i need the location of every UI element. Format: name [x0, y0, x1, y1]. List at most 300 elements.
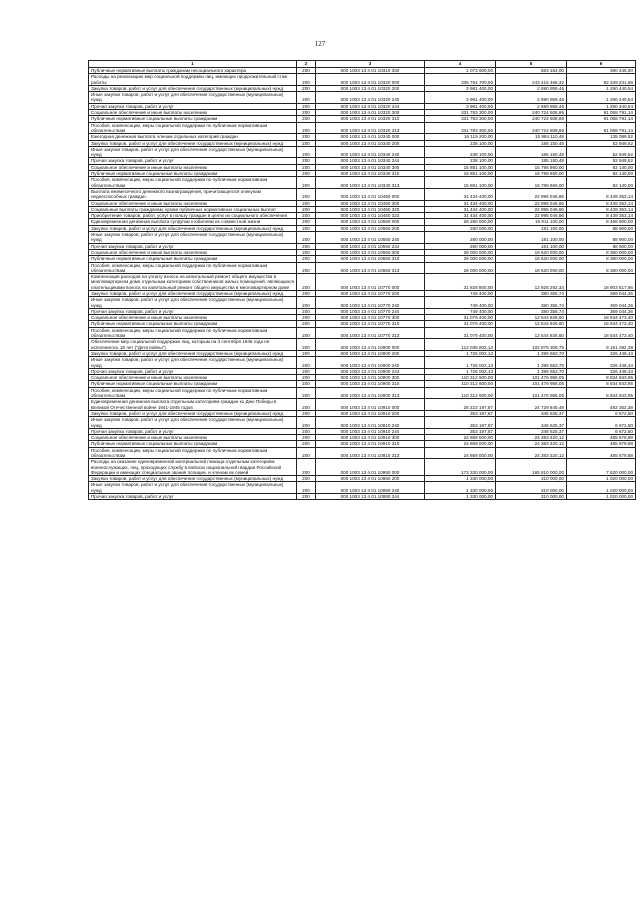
row-name-cell: Публичные нормативные социальные выплаты гражданам: [89, 321, 297, 327]
row-approved-cell: 15 881 100,00: [425, 177, 496, 189]
row-ved-cell: 200: [297, 459, 316, 476]
row-name-cell: Компенсация расходов на уплату взноса на капитальный ремонт общего имущества в многоквартирном доме отдельным категориям собственников жилых помещений, являющихся плательщиками взноса на капитальный ремонт общего имущества в многоквартирном доме: [89, 274, 297, 291]
row-executed-cell: 240 724 508,86: [496, 110, 567, 116]
row-code-cell: 000 1003 13 4 01 10310 330: [316, 68, 425, 74]
row-executed-cell: 24 383 320,12: [496, 447, 567, 459]
row-unexecuted-cell: 369 044,26: [567, 290, 636, 296]
row-code-cell: 000 1003 13 4 01 10900 200: [316, 350, 425, 356]
row-code-cell: 000 1003 13 4 01 10550 000: [316, 219, 425, 225]
row-approved-cell: 331 783 300,00: [425, 116, 496, 122]
row-approved-cell: 24 869 000,00: [425, 447, 496, 459]
table-row: [89, 92, 636, 104]
row-executed-cell: 15 798 960,00: [496, 177, 567, 189]
row-code-cell: 000 1003 13 4 01 10900 300: [316, 375, 425, 381]
table-row: [89, 410, 636, 416]
row-executed-cell: 191 100,00: [496, 243, 567, 249]
row-executed-cell: 185 150,48: [496, 140, 567, 146]
column-header: 2: [297, 61, 316, 68]
row-name-cell: Выплата ежемесячного денежного вознаграждения, причитающегося опекунам недееспособных граждан: [89, 188, 297, 200]
row-executed-cell: 310 000,00: [496, 482, 567, 494]
table-row: [89, 321, 636, 327]
row-executed-cell: 12 544 926,60: [496, 321, 567, 327]
row-ved-cell: 200: [297, 321, 316, 327]
row-approved-cell: 749 400,00: [425, 308, 496, 314]
row-executed-cell: 2 690 959,46: [496, 92, 567, 104]
table-row: [89, 177, 636, 189]
row-code-cell: 000 1003 13 4 01 10950 244: [316, 494, 425, 500]
row-ved-cell: 200: [297, 290, 316, 296]
row-code-cell: 000 1003 13 4 01 10340 000: [316, 134, 425, 140]
row-name-cell: Единовременная денежная выплата супругам к юбилеям их совместной жизни: [89, 219, 297, 225]
row-code-cell: 000 1003 13 4 01 10770 000: [316, 274, 425, 291]
table-row: [89, 327, 636, 339]
row-name-cell: Иные закупки товаров, работ и услуг для обеспечения государственных (муниципальных) нужд: [89, 146, 297, 158]
row-code-cell: 000 1003 13 4 01 10320 313: [316, 122, 425, 134]
row-ved-cell: 200: [297, 188, 316, 200]
row-ved-cell: 200: [297, 494, 316, 500]
row-code-cell: 000 1003 13 4 01 10550 200: [316, 225, 425, 231]
row-unexecuted-cell: 91 058 791,14: [567, 110, 636, 116]
header-row: [89, 61, 636, 68]
row-ved-cell: 200: [297, 158, 316, 164]
row-code-cell: 000 1003 13 4 01 10910 300: [316, 435, 425, 441]
row-executed-cell: 22 995 046,86: [496, 206, 567, 212]
row-name-cell: Закупка товаров, работ и услуг для обеспечения государственных (муниципальных) нужд: [89, 225, 297, 231]
row-approved-cell: 16 119 200,00: [425, 134, 496, 140]
row-name-cell: Закупка товаров, работ и услуг для обеспечения государственных (муниципальных) нужд: [89, 476, 297, 482]
table-row: [89, 188, 636, 200]
row-name-cell: Прочая закупка товаров, работ и услуг: [89, 243, 297, 249]
row-approved-cell: 15 881 100,00: [425, 171, 496, 177]
row-ved-cell: 200: [297, 219, 316, 225]
row-name-cell: Прочая закупка товаров, работ и услуг: [89, 494, 297, 500]
row-ved-cell: 200: [297, 92, 316, 104]
table-row: [89, 435, 636, 441]
row-approved-cell: 280 000,00: [425, 243, 496, 249]
row-executed-cell: 683 154,00: [496, 68, 567, 74]
row-ved-cell: 200: [297, 368, 316, 374]
row-approved-cell: 15 881 100,00: [425, 164, 496, 170]
row-name-cell: Публичные нормативные социальные выплаты гражданам: [89, 116, 297, 122]
row-unexecuted-cell: 1 290 440,54: [567, 92, 636, 104]
row-executed-cell: 22 995 046,86: [496, 200, 567, 206]
row-executed-cell: 22 995 046,86: [496, 188, 567, 200]
row-unexecuted-cell: 92 349 231,68: [567, 74, 636, 86]
table-row: [89, 482, 636, 494]
row-executed-cell: 346 525,37: [496, 428, 567, 434]
row-unexecuted-cell: 18 534 473,40: [567, 327, 636, 339]
row-executed-cell: 24 383 320,12: [496, 441, 567, 447]
row-name-cell: Социальные выплаты гражданам, кроме публичных нормативных социальных выплат: [89, 206, 297, 212]
row-name-cell: Социальное обеспечение и иные выплаты населению: [89, 315, 297, 321]
row-executed-cell: 15 798 960,00: [496, 164, 567, 170]
row-unexecuted-cell: 88 900,00: [567, 232, 636, 244]
table-row: [89, 290, 636, 296]
row-unexecuted-cell: 1 020 000,00: [567, 494, 636, 500]
row-approved-cell: 31 079 400,00: [425, 327, 496, 339]
row-code-cell: 000 1003 13 4 01 10320 200: [316, 85, 425, 91]
row-executed-cell: 101 476 956,05: [496, 381, 567, 387]
row-unexecuted-cell: 485 679,88: [567, 441, 636, 447]
table-row: [89, 368, 636, 374]
row-ved-cell: 200: [297, 232, 316, 244]
row-name-cell: Социальное обеспечение и иные выплаты населению: [89, 200, 297, 206]
row-name-cell: Прочая закупка товаров, работ и услуг: [89, 103, 297, 109]
row-approved-cell: 112 038 602,13: [425, 339, 496, 351]
row-executed-cell: 24 383 320,12: [496, 435, 567, 441]
row-executed-cell: 19 620 000,00: [496, 256, 567, 262]
row-unexecuted-cell: 7 520 000,00: [567, 459, 636, 476]
row-executed-cell: 185 150,48: [496, 158, 567, 164]
row-unexecuted-cell: 52 949,52: [567, 146, 636, 158]
row-code-cell: 000 1003 13 4 01 10450 000: [316, 188, 425, 200]
row-approved-cell: 238 100,00: [425, 140, 496, 146]
row-approved-cell: 335 764 700,00: [425, 74, 496, 86]
row-unexecuted-cell: 91 058 791,14: [567, 122, 636, 134]
table-row: [89, 399, 636, 411]
row-unexecuted-cell: 82 140,00: [567, 164, 636, 170]
row-ved-cell: 200: [297, 417, 316, 429]
row-approved-cell: 353 197,87: [425, 417, 496, 429]
row-executed-cell: 1 399 553,70: [496, 350, 567, 356]
row-name-cell: Закупка товаров, работ и услуг для обеспечения государственных (муниципальных) нужд: [89, 85, 297, 91]
row-code-cell: 000 1003 13 4 01 10950 240: [316, 482, 425, 494]
row-ved-cell: 200: [297, 68, 316, 74]
row-executed-cell: 2 690 959,46: [496, 85, 567, 91]
table-row: [89, 274, 636, 291]
row-name-cell: Публичные нормативные социальные выплаты гражданам: [89, 441, 297, 447]
row-code-cell: 000 1003 13 4 01 10770 240: [316, 297, 425, 309]
row-ved-cell: 200: [297, 350, 316, 356]
row-name-cell: Иные закупки товаров, работ и услуг для обеспечения государственных (муниципальных) нужд: [89, 482, 297, 494]
row-unexecuted-cell: 52 949,52: [567, 140, 636, 146]
row-ved-cell: 200: [297, 435, 316, 441]
row-approved-cell: 1 330 000,00: [425, 494, 496, 500]
row-code-cell: 000 1003 13 4 01 10340 244: [316, 158, 425, 164]
row-name-cell: Прочая закупка товаров, работ и услуг: [89, 308, 297, 314]
row-executed-cell: 380 355,74: [496, 297, 567, 309]
table-row: [89, 116, 636, 122]
row-executed-cell: 12 544 926,60: [496, 327, 567, 339]
row-ved-cell: 200: [297, 146, 316, 158]
row-ved-cell: 200: [297, 297, 316, 309]
table-row: [89, 357, 636, 369]
row-ved-cell: 200: [297, 447, 316, 459]
table-row: [89, 350, 636, 356]
row-code-cell: 000 1003 13 4 01 10910 000: [316, 399, 425, 411]
table-row: [89, 339, 636, 351]
row-name-cell: Закупка товаров, работ и услуг для обеспечения государственных (муниципальных) нужд: [89, 410, 297, 416]
row-name-cell: Иные закупки товаров, работ и услуг для обеспечения государственных (муниципальных) нужд: [89, 232, 297, 244]
row-approved-cell: 31 828 800,00: [425, 274, 496, 291]
row-unexecuted-cell: 8 439 353,14: [567, 206, 636, 212]
row-ved-cell: 200: [297, 476, 316, 482]
row-unexecuted-cell: 1 020 000,00: [567, 482, 636, 494]
row-code-cell: 000 1003 13 4 01 10910 240: [316, 417, 425, 429]
row-code-cell: 000 1003 13 4 01 10950 000: [316, 459, 425, 476]
row-ved-cell: 200: [297, 375, 316, 381]
row-approved-cell: 31 434 400,00: [425, 206, 496, 212]
row-ved-cell: 200: [297, 387, 316, 399]
row-name-cell: Ежегодная денежная выплата членам отдельных категорий граждан: [89, 134, 297, 140]
row-unexecuted-cell: 18 534 473,40: [567, 321, 636, 327]
row-unexecuted-cell: 135 089,52: [567, 134, 636, 140]
row-approved-cell: 31 079 400,00: [425, 321, 496, 327]
row-name-cell: Закупка товаров, работ и услуг для обеспечения государственных (муниципальных) нужд: [89, 290, 297, 296]
row-approved-cell: 353 197,87: [425, 410, 496, 416]
row-ved-cell: 200: [297, 213, 316, 219]
row-unexecuted-cell: 8 439 353,14: [567, 188, 636, 200]
row-code-cell: 000 1003 13 4 01 10340 310: [316, 171, 425, 177]
row-unexecuted-cell: 18 534 473,40: [567, 315, 636, 321]
table-row: [89, 213, 636, 219]
row-name-cell: Закупка товаров, работ и услуг для обеспечения государственных (муниципальных) нужд: [89, 350, 297, 356]
row-name-cell: Пособия, компенсации, меры социальной поддержки по публичным нормативным обязательствам: [89, 447, 297, 459]
row-ved-cell: 200: [297, 428, 316, 434]
row-approved-cell: 3 981 400,00: [425, 103, 496, 109]
row-approved-cell: 238 100,00: [425, 146, 496, 158]
row-approved-cell: 25 222 197,87: [425, 399, 496, 411]
row-unexecuted-cell: 6 672,50: [567, 428, 636, 434]
row-name-cell: Прочая закупка товаров, работ и услуг: [89, 428, 297, 434]
row-executed-cell: 1 399 553,70: [496, 357, 567, 369]
row-code-cell: 000 1003 13 4 01 10550 313: [316, 262, 425, 274]
row-name-cell: Публичные нормативные социальные выплаты гражданам: [89, 381, 297, 387]
row-code-cell: 000 1003 13 4 01 10910 244: [316, 428, 425, 434]
table-row: [89, 200, 636, 206]
row-code-cell: 000 1003 13 4 01 10910 310: [316, 441, 425, 447]
row-name-cell: Публичные нормативные социальные выплаты гражданам: [89, 171, 297, 177]
row-unexecuted-cell: 8 834 843,95: [567, 387, 636, 399]
row-approved-cell: 749 400,00: [425, 290, 496, 296]
row-executed-cell: 243 415 468,32: [496, 74, 567, 86]
row-executed-cell: 19 620 000,00: [496, 249, 567, 255]
row-unexecuted-cell: 369 044,26: [567, 297, 636, 309]
row-ved-cell: 200: [297, 308, 316, 314]
row-name-cell: Социальное обеспечение и иные выплаты населению: [89, 249, 297, 255]
row-name-cell: Пособия, компенсации, меры социальной поддержки по публичным нормативным обязательствам: [89, 122, 297, 134]
row-executed-cell: 2 690 959,46: [496, 103, 567, 109]
row-unexecuted-cell: 1 290 440,54: [567, 85, 636, 91]
row-code-cell: 000 1003 13 4 01 10770 310: [316, 321, 425, 327]
row-approved-cell: 28 000 000,00: [425, 249, 496, 255]
table-row: [89, 428, 636, 434]
row-executed-cell: 19 811 100,00: [496, 219, 567, 225]
row-name-cell: Расходы на оказание единовременной материальной помощи отдельным категориям военнослужащих, лиц, проходящих службу в войсках национальной гвардии Российской Федерации и имеющих специальные звания полиции, и членам их семей: [89, 459, 297, 476]
row-name-cell: Социальное обеспечение и иные выплаты населению: [89, 375, 297, 381]
row-ved-cell: 200: [297, 381, 316, 387]
row-approved-cell: 24 869 000,00: [425, 435, 496, 441]
row-ved-cell: 200: [297, 256, 316, 262]
row-executed-cell: 310 000,00: [496, 494, 567, 500]
row-approved-cell: 1 726 002,13: [425, 350, 496, 356]
row-code-cell: 000 1003 13 4 01 10900 310: [316, 381, 425, 387]
row-approved-cell: 238 100,00: [425, 158, 496, 164]
row-name-cell: Приобретение товаров, работ, услуг в пользу граждан в целях их социального обеспечения: [89, 213, 297, 219]
row-code-cell: 000 1003 13 4 01 10770 300: [316, 315, 425, 321]
row-name-cell: Публичные нормативные социальные выплаты гражданам: [89, 256, 297, 262]
table-row: [89, 249, 636, 255]
row-approved-cell: 353 197,87: [425, 428, 496, 434]
row-ved-cell: 200: [297, 357, 316, 369]
row-unexecuted-cell: 8 439 353,14: [567, 213, 636, 219]
row-approved-cell: 331 783 300,00: [425, 122, 496, 134]
table-row: [89, 68, 636, 74]
table-row: [89, 219, 636, 225]
row-executed-cell: 102 876 309,75: [496, 339, 567, 351]
row-unexecuted-cell: 326 448,43: [567, 368, 636, 374]
row-name-cell: Социальное обеспечение и иные выплаты населению: [89, 110, 297, 116]
row-approved-cell: 1 330 000,00: [425, 476, 496, 482]
row-approved-cell: 28 280 000,00: [425, 219, 496, 225]
row-name-cell: Иные закупки товаров, работ и услуг для обеспечения государственных (муниципальных) нужд: [89, 297, 297, 309]
table-row: [89, 441, 636, 447]
row-unexecuted-cell: 1 020 000,00: [567, 476, 636, 482]
row-ved-cell: 200: [297, 482, 316, 494]
table-row: [89, 375, 636, 381]
row-unexecuted-cell: 485 679,88: [567, 435, 636, 441]
row-ved-cell: 200: [297, 243, 316, 249]
row-code-cell: 000 1003 13 4 01 10550 240: [316, 232, 425, 244]
row-code-cell: 000 1003 13 4 01 10550 300: [316, 249, 425, 255]
row-approved-cell: 331 783 300,00: [425, 110, 496, 116]
row-unexecuted-cell: 9 161 292,38: [567, 339, 636, 351]
row-executed-cell: 165 810 000,00: [496, 459, 567, 476]
row-executed-cell: 19 620 000,00: [496, 262, 567, 274]
row-name-cell: Иные закупки товаров, работ и услуг для обеспечения государственных (муниципальных) нужд: [89, 417, 297, 429]
row-ved-cell: 200: [297, 274, 316, 291]
row-code-cell: 000 1003 13 4 01 10320 310: [316, 116, 425, 122]
table-row: [89, 74, 636, 86]
row-ved-cell: 200: [297, 249, 316, 255]
row-approved-cell: 31 434 400,00: [425, 188, 496, 200]
row-approved-cell: 24 869 000,00: [425, 441, 496, 447]
row-name-cell: Прочая закупка товаров, работ и услуг: [89, 368, 297, 374]
row-unexecuted-cell: 82 140,00: [567, 177, 636, 189]
row-executed-cell: 22 995 046,86: [496, 213, 567, 219]
table-row: [89, 140, 636, 146]
row-ved-cell: 200: [297, 441, 316, 447]
row-approved-cell: 3 981 400,00: [425, 92, 496, 104]
row-name-cell: Пособия, компенсации, меры социальной поддержки по публичным нормативным обязательствам: [89, 262, 297, 274]
row-executed-cell: 101 476 956,05: [496, 375, 567, 381]
row-executed-cell: 380 355,74: [496, 290, 567, 296]
row-unexecuted-cell: 369 044,26: [567, 308, 636, 314]
row-name-cell: Публичные нормативные выплаты гражданам несоциального характера: [89, 68, 297, 74]
row-ved-cell: 200: [297, 206, 316, 212]
row-unexecuted-cell: 1 290 440,54: [567, 103, 636, 109]
row-code-cell: 000 1003 13 4 01 10320 240: [316, 92, 425, 104]
row-approved-cell: 3 981 400,00: [425, 85, 496, 91]
table-row: [89, 171, 636, 177]
row-unexecuted-cell: 8 380 000,00: [567, 249, 636, 255]
row-approved-cell: 110 312 600,00: [425, 381, 496, 387]
table-row: [89, 476, 636, 482]
row-approved-cell: 280 000,00: [425, 225, 496, 231]
row-approved-cell: 1 073 600,00: [425, 68, 496, 74]
column-header: 6: [567, 61, 636, 68]
row-name-cell: Прочая закупка товаров, работ и услуг: [89, 158, 297, 164]
row-approved-cell: 1 726 002,13: [425, 368, 496, 374]
row-code-cell: 000 1003 13 4 01 10340 240: [316, 146, 425, 158]
table-row: [89, 262, 636, 274]
row-executed-cell: 101 476 956,05: [496, 387, 567, 399]
row-ved-cell: 200: [297, 262, 316, 274]
row-executed-cell: 15 798 960,00: [496, 171, 567, 177]
row-approved-cell: 31 434 400,00: [425, 213, 496, 219]
row-ved-cell: 200: [297, 85, 316, 91]
page-number: 127: [314, 40, 326, 48]
column-header: 1: [89, 61, 297, 68]
table-row: [89, 494, 636, 500]
row-code-cell: 000 1003 13 4 01 10340 300: [316, 164, 425, 170]
table-row: [89, 103, 636, 109]
column-header: 3: [316, 61, 425, 68]
row-code-cell: 000 1003 13 4 01 10770 200: [316, 290, 425, 296]
row-ved-cell: 200: [297, 116, 316, 122]
row-name-cell: Социальное обеспечение и иные выплаты населению: [89, 164, 297, 170]
table-row: [89, 122, 636, 134]
table-row: [89, 459, 636, 476]
column-header: 5: [496, 61, 567, 68]
row-unexecuted-cell: 8 380 000,00: [567, 262, 636, 274]
row-code-cell: 000 1003 13 4 01 10320 300: [316, 110, 425, 116]
row-ved-cell: 200: [297, 410, 316, 416]
row-ved-cell: 200: [297, 225, 316, 231]
row-unexecuted-cell: 88 900,00: [567, 225, 636, 231]
row-executed-cell: 12 925 282,34: [496, 274, 567, 291]
row-name-cell: Иные закупки товаров, работ и услуг для обеспечения государственных (муниципальных) нужд: [89, 92, 297, 104]
row-code-cell: 000 1003 13 4 01 10450 323: [316, 213, 425, 219]
table-row: [89, 110, 636, 116]
row-name-cell: Иные закупки товаров, работ и услуг для обеспечения государственных (муниципальных) нужд: [89, 357, 297, 369]
row-code-cell: 000 1003 13 4 01 10900 240: [316, 357, 425, 369]
row-approved-cell: 110 312 600,00: [425, 387, 496, 399]
row-unexecuted-cell: 485 679,88: [567, 447, 636, 459]
row-ved-cell: 200: [297, 315, 316, 321]
row-unexecuted-cell: 52 949,52: [567, 158, 636, 164]
row-name-cell: Закупка товаров, работ и услуг для обеспечения государственных (муниципальных) нужд: [89, 140, 297, 146]
row-ved-cell: 200: [297, 134, 316, 140]
table-row: [89, 387, 636, 399]
row-ved-cell: 200: [297, 103, 316, 109]
row-ved-cell: 200: [297, 200, 316, 206]
row-code-cell: 000 1003 13 4 01 10900 313: [316, 387, 425, 399]
row-unexecuted-cell: 492 352,38: [567, 399, 636, 411]
row-approved-cell: 1 330 000,00: [425, 482, 496, 494]
budget-table: [88, 60, 636, 500]
row-unexecuted-cell: 8 380 000,00: [567, 256, 636, 262]
row-unexecuted-cell: 8 468 900,00: [567, 219, 636, 225]
row-code-cell: 000 1003 13 4 01 10900 244: [316, 368, 425, 374]
row-code-cell: 000 1003 13 4 01 10320 244: [316, 103, 425, 109]
row-name-cell: Единовременная денежная выплата отдельным категориям граждан ко Дню Победы в Великой Отечественной войне 1941-1945 годов: [89, 399, 297, 411]
row-code-cell: 000 1003 13 4 01 10550 310: [316, 256, 425, 262]
row-unexecuted-cell: 82 140,00: [567, 171, 636, 177]
row-unexecuted-cell: 88 900,00: [567, 243, 636, 249]
row-code-cell: 000 1003 13 4 01 10950 200: [316, 476, 425, 482]
row-ved-cell: 200: [297, 140, 316, 146]
row-code-cell: 000 1003 13 4 01 10900 000: [316, 339, 425, 351]
table-row: [89, 232, 636, 244]
row-ved-cell: 200: [297, 122, 316, 134]
table-row: [89, 297, 636, 309]
row-executed-cell: 15 984 110,48: [496, 134, 567, 140]
row-unexecuted-cell: 390 446,00: [567, 68, 636, 74]
row-name-cell: Пособия, компенсации, меры социальной поддержки по публичным нормативным обязательствам: [89, 177, 297, 189]
row-unexecuted-cell: 326 448,43: [567, 357, 636, 369]
row-executed-cell: 240 724 508,86: [496, 116, 567, 122]
